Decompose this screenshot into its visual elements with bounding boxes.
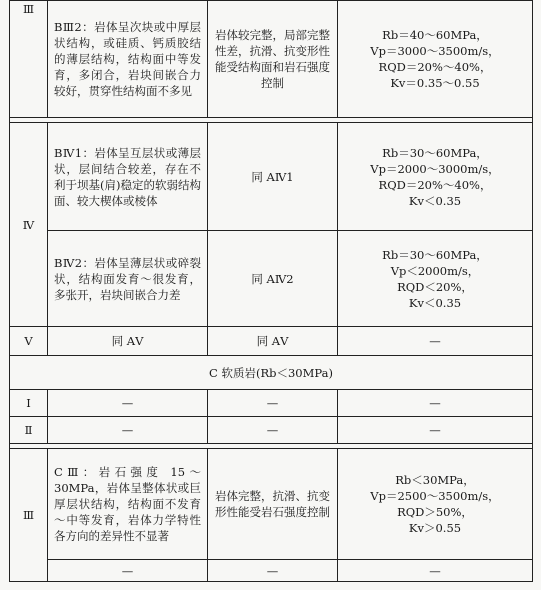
table-row	[10, 417, 533, 444]
criteria-cell	[338, 231, 533, 327]
control-cell: 同 AⅤ	[208, 327, 338, 356]
control-cell: 岩体较完整，局部完整性差，抗滑、抗变形性能受结构面和岩石强度控制	[208, 1, 338, 118]
criterion-line: RQD＜20%，	[397, 279, 473, 294]
description-cell: 同 AⅤ	[48, 327, 208, 356]
criteria-cell: —	[338, 560, 533, 582]
criteria-cell: —	[338, 417, 533, 444]
grade-cell: Ⅴ	[10, 327, 48, 356]
description-cell: CⅢ：岩石强度 15～30MPa，岩体呈整体状或巨厚层状结构，结构面不发育～中等发育，岩体力学特性各方向的差异性不显著	[48, 449, 208, 560]
grade-cell: Ⅳ	[10, 123, 48, 327]
criterion-line: Rb＜30MPa，	[395, 473, 475, 487]
table-row	[10, 1, 533, 118]
description-cell: BⅣ1：岩体呈互层状或薄层状，层间结合较差，存在不利于坝基(肩)稳定的软弱结构面、较大楔体或棱体	[48, 123, 208, 231]
criterion-line: RQD＝20%～40%，	[378, 177, 492, 192]
criterion-line: Rb＝30～60MPa，	[382, 145, 488, 160]
criterion-line: Kv＞0.55	[408, 521, 462, 535]
section-row	[10, 356, 533, 390]
control-cell: —	[208, 417, 338, 444]
criterion-line: Vp＝2500～3500m/s，	[370, 489, 500, 503]
description-cell: —	[48, 390, 208, 417]
criterion-line: Vp＝2000～3000m/s，	[370, 161, 500, 176]
rock-classification-table	[9, 0, 533, 582]
criterion-line: Vp＜2000m/s，	[390, 263, 480, 278]
table-row	[10, 123, 533, 231]
grade-cell: Ⅰ	[10, 390, 48, 417]
grade-cell: Ⅱ	[10, 417, 48, 444]
criteria-cell: —	[338, 390, 533, 417]
section-heading: C 软质岩(Rb＜30MPa)	[10, 356, 533, 390]
criterion-line: Kv＝0.35～0.55	[390, 76, 480, 90]
description-cell: BⅣ2：岩体呈薄层状或碎裂状，结构面发育～很发育，多张开，岩块间嵌合力差	[48, 231, 208, 327]
criteria-cell	[338, 123, 533, 231]
description-cell: —	[48, 417, 208, 444]
table-row	[10, 390, 533, 417]
criterion-line: Kv＜0.35	[408, 193, 462, 208]
description-cell: —	[48, 560, 208, 582]
control-cell: —	[208, 390, 338, 417]
control-cell: 同 AⅣ1	[208, 123, 338, 231]
criterion-line: Vp＝3000～3500m/s，	[370, 44, 500, 58]
description-cell: BⅢ2：岩体呈次块或中厚层状结构，或硅质、钙质胶结的薄层结构，结构面中等发育，多闭合，岩块间嵌合力较好，贯穿性结构面不多见	[48, 1, 208, 118]
criterion-line: Kv＜0.35	[408, 295, 462, 310]
control-cell: 同 AⅣ2	[208, 231, 338, 327]
criteria-cell	[338, 1, 533, 118]
table-row	[10, 231, 533, 327]
grade-cell: Ⅲ	[10, 449, 48, 582]
criteria-cell: —	[338, 327, 533, 356]
criterion-line: Rb＝40～60MPa，	[382, 28, 488, 42]
table-row	[10, 560, 533, 582]
table-row	[10, 449, 533, 560]
control-cell: —	[208, 560, 338, 582]
control-cell: 岩体完整，抗滑、抗变形性能受岩石强度控制	[208, 449, 338, 560]
grade-cell: Ⅲ	[10, 1, 48, 118]
criterion-line: Rb＝30～60MPa，	[382, 247, 488, 262]
criterion-line: RQD＝20%～40%，	[378, 60, 492, 74]
table-row	[10, 327, 533, 356]
criteria-cell	[338, 449, 533, 560]
criterion-line: RQD＞50%，	[397, 505, 473, 519]
